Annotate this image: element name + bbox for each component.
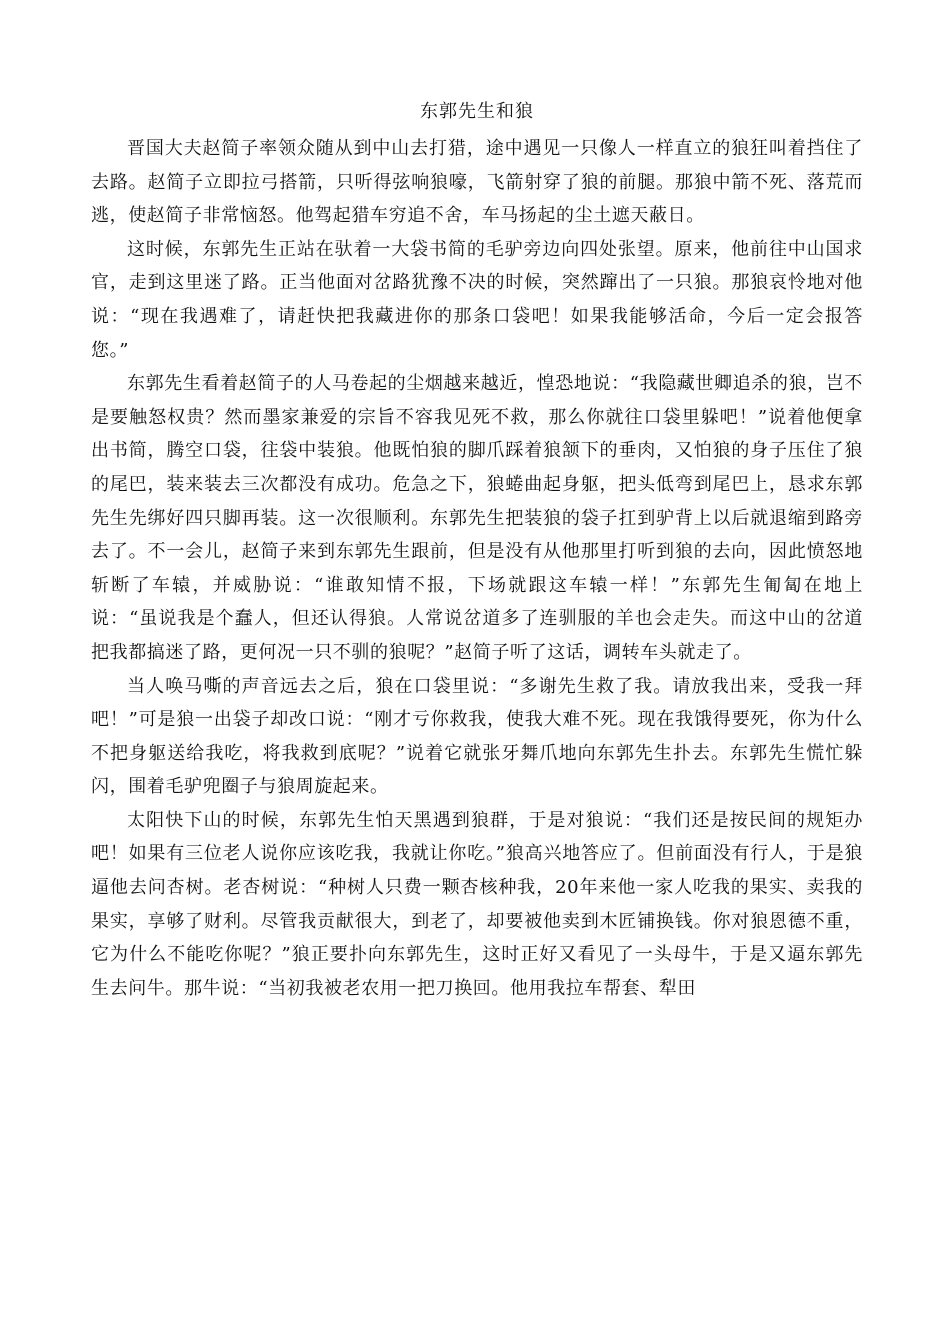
paragraph-3: 东郭先生看着赵简子的人马卷起的尘烟越来越近，惶恐地说：“我隐藏世卿追杀的狼，岂不是要触怒权贵？然而墨家兼爱的宗旨不容我见死不救，那么你就往口袋里躲吧！”说着他便拿出书简，腾空口袋，往袋中装狼。他既怕狼的脚爪踩着狼颔下的垂肉，又怕狼的身子压住了狼的尾巴，装来装去三次都没有成功。危急之下，狼蜷曲起身躯，把头低弯到尾巴上，恳求东郭先生先绑好四只脚再装。这一次很顺利。东郭先生把装狼的袋子扛到驴背上以后就退缩到路旁去了。不一会儿，赵简子来到东郭先生跟前，但是没有从他那里打听到狼的去向，因此愤怒地斩断了车辕，并威胁说：“谁敢知情不报，下场就跟这车辕一样！”东郭先生匍匐在地上说：“虽说我是个蠢人，但还认得狼。人常说岔道多了连驯服的羊也会走失。而这中山的岔道把我都搞迷了路，更何况一只不驯的狼呢？”赵简子听了这话，调转车头就走了。 <box>91 373 863 663</box>
paragraph-5: 太阳快下山的时候，东郭先生怕天黑遇到狼群，于是对狼说：“我们还是按民间的规矩办吧！如果有三位老人说你应该吃我，我就让你吃。”狼高兴地答应了。但前面没有行人，于是狼逼他去问杏树。老杏树说：“种树人只费一颗杏核种我，20年来他一家人吃我的果实、卖我的果实，享够了财利。尽管我贡献很大，到老了，却要被他卖到木匠铺换钱。你对狼恩德不重，它为什么不能吃你呢？”狼正要扑向东郭先生，这时正好又看见了一头母牛，于是又逼东郭先生去问牛。那牛说：“当初我被老农用一把刀换回。他用我拉车帮套、犁田 <box>91 809 863 999</box>
document-body <box>91 92 863 1005</box>
paragraph-1: 晋国大夫赵简子率领众随从到中山去打猎，途中遇见一只像人一样直立的狼狂叫着挡住了去路。赵简子立即拉弓搭箭，只听得弦响狼嚎，飞箭射穿了狼的前腿。那狼中箭不死、落荒而逃，使赵简子非常恼怒。他驾起猎车穷追不舍，车马扬起的尘土遮天蔽日。 <box>91 138 863 227</box>
paragraph-4: 当人唤马嘶的声音远去之后，狼在口袋里说：“多谢先生救了我。请放我出来，受我一拜吧！”可是狼一出袋子却改口说：“刚才亏你救我，使我大难不死。现在我饿得要死，你为什么不把身躯送给我吃，将我救到底呢？”说着它就张牙舞爪地向东郭先生扑去。东郭先生慌忙躲闪，围着毛驴兜圈子与狼周旋起来。 <box>91 675 863 798</box>
document-title: 东郭先生和狼 <box>420 101 534 122</box>
paragraph-2: 这时候，东郭先生正站在驮着一大袋书简的毛驴旁边向四处张望。原来，他前往中山国求官，走到这里迷了路。正当他面对岔路犹豫不决的时候，突然蹿出了一只狼。那狼哀怜地对他说：“现在我遇难了，请赶快把我藏进你的那条口袋吧！如果我能够活命，今后一定会报答您。” <box>91 238 863 361</box>
